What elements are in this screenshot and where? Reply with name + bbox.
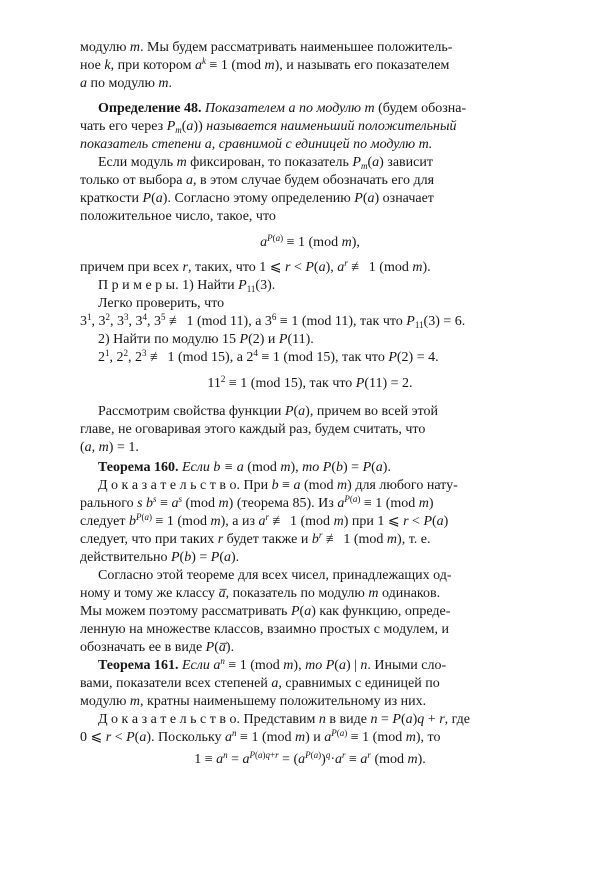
text-line: Если модуль m фиксирован, то показатель $P_m(a)$ зависит [98, 155, 433, 171]
formula: $1 \equiv a^n = a^{P(a)q+r} = (a^{P(a)})^q\cdot a^r \equiv a^r$ (mod m). [194, 750, 426, 767]
text-line: (a, m) = 1. [80, 440, 139, 455]
text-line: следует $b^{P(a)} \equiv 1$ (mod m), а из $a^r$ ≢ 1 (mod m) при 1 ⩽ r < P(a) [80, 512, 449, 529]
formula: $11^2 \equiv 1$ (mod 15), так что P(11) = 2. [207, 374, 413, 391]
text-line: чать его через $P_m(a)$) называется наименьший положительный [80, 119, 457, 135]
text-line: Мы можем поэтому рассматривать P(a) как функцию, опреде- [80, 604, 451, 619]
text-line: краткости P(a). Согласно этому определению P(a) означает [80, 191, 434, 206]
text-line: вами, показатели всех степеней a, сравнимых с единицей по [80, 676, 440, 691]
text-line: ленную на множестве классов, взаимно простых с модулем, и [80, 622, 450, 637]
text-line: Рассмотрим свойства функции P(a), причем во всей этой [98, 404, 439, 419]
formula: $a^{P(a)} \equiv 1$ (mod m), [260, 233, 360, 250]
text-line: причем при всех r, таких, что 1 ⩽ r < P(a), $a^r$ ≢ 1 (mod m). [80, 258, 431, 275]
text-line: ному и тому же классу a̅, показатель по модулю m одинаков. [80, 586, 441, 601]
text-line: только от выбора a, в этом случае будем обозначать его для [80, 173, 435, 188]
examples-heading: П р и м е р ы. 1) Найти $P_{11}(3)$. [98, 278, 276, 294]
text-line: Д о к а з а т е л ь с т в о. При b ≡ a (mod m) для любого нату- [98, 478, 458, 493]
text-line: 2) Найти по модулю 15 P(2) и P(11). [98, 332, 314, 347]
text-line: модулю m, кратны наименьшему положительному из них. [80, 694, 427, 709]
definition-heading: Определение 48. Показателем а по модулю m (будем обозна- [98, 101, 467, 116]
text-line: $2^1$, $2^2$, $2^3$ ≢ 1 (mod 15), а $2^4 \equiv 1$ (mod 15), так что P(2) = 4. [98, 348, 439, 365]
text-line: следует, что при таких r будет также и $b^r$ ≢ 1 (mod m), т. е. [80, 530, 431, 547]
text-line: показатель степени a, сравнимой с единицей по модулю m. [80, 137, 433, 152]
text-line: Согласно этой теореме для всех чисел, принадлежащих од- [98, 568, 452, 583]
text-line: обозначать ее в виде P(a̅). [80, 640, 235, 655]
text-line: Легко проверить, что [98, 296, 225, 311]
text-line: 0 ⩽ r < P(a). Поскольку $a^n \equiv 1$ (mod m) и $a^{P(a)} \equiv 1$ (mod m), то [80, 728, 441, 745]
text-line: a по модулю m. [80, 76, 173, 91]
theorem-heading: Теорема 161. Если $a^n \equiv 1$ (mod m), то P(a) | n. Иными сло- [98, 656, 447, 673]
text-line: $3^1$, $3^2$, $3^3$, $3^4$, $3^5$ ≢ 1 (mod 11), а $3^6 \equiv 1$ (mod 11), так что $P_{11}(3) = 6$. [80, 312, 466, 330]
text-line: рального s $b^s \equiv a^s$ (mod m) (теорема 85). Из $a^{P(a)} \equiv 1$ (mod m) [80, 494, 434, 511]
text-line: Д о к а з а т е л ь с т в о. Представим n в виде n = P(a)q + r, где [98, 712, 471, 727]
text-line: положительное число, такое, что [80, 209, 276, 224]
text-line: ное k, при котором $a^k \equiv 1$ (mod m), и называть его показателем [80, 56, 450, 73]
theorem-heading: Теорема 160. Если b ≡ a (mod m), то P(b) = P(a). [98, 460, 391, 475]
text-line: модулю m. Мы будем рассматривать наименьшее положитель- [80, 40, 453, 55]
text-line: действительно P(b) = P(a). [80, 550, 240, 565]
text-line: главе, не оговаривая этого каждый раз, будем считать, что [80, 422, 426, 437]
